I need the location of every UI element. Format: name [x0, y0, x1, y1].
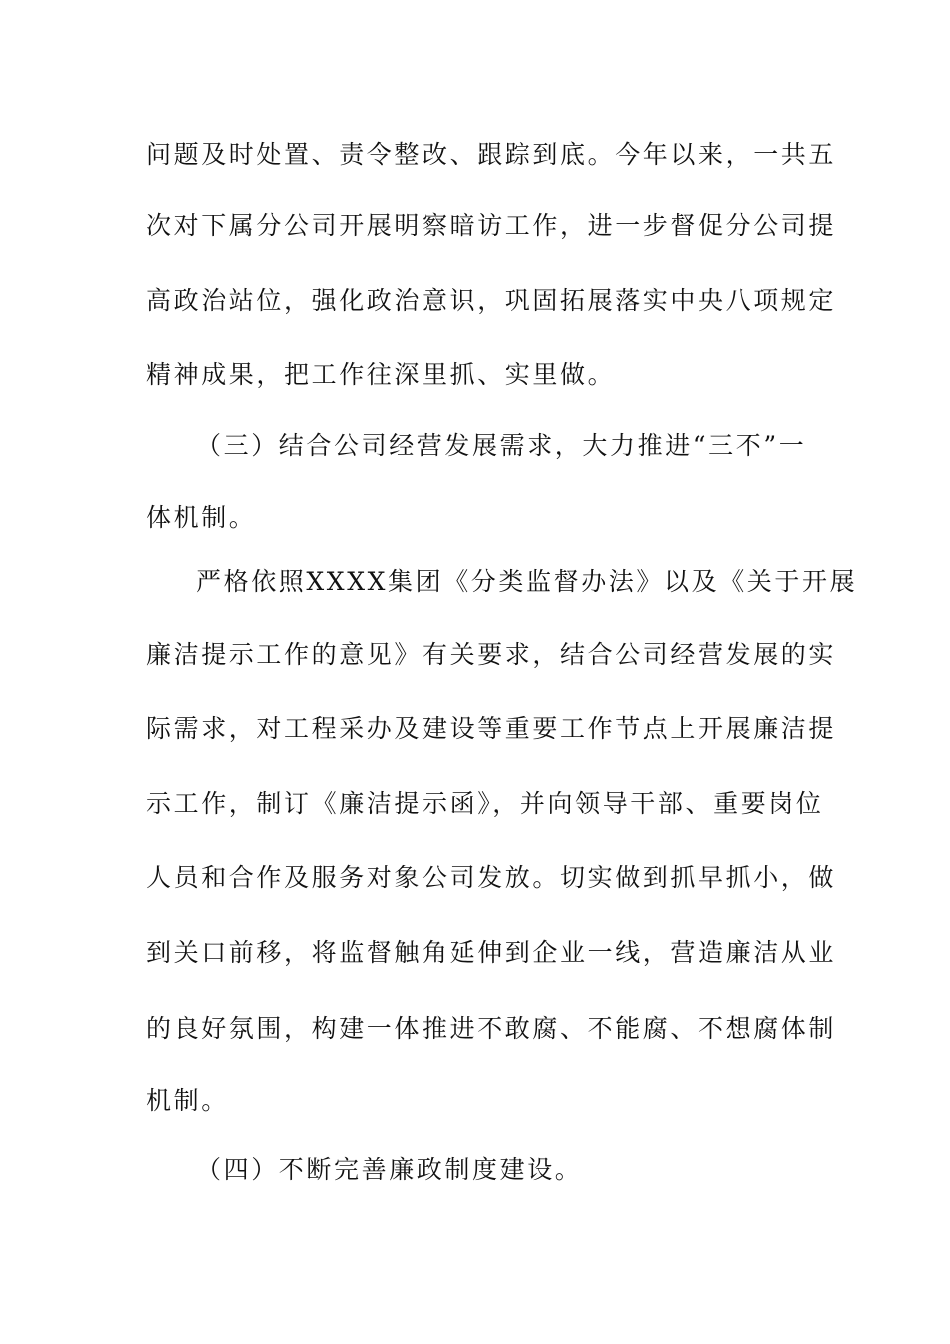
paragraph-first-line: 严格依照XXXX集团《分类监督办法》以及《关于开展 — [196, 567, 858, 596]
section-heading-continuation: 体机制。 — [146, 503, 257, 532]
body-text-line: 示工作，制订《廉洁提示函》，并向领导干部、重要岗位 — [146, 789, 824, 818]
body-text-line: 问题及时处置、责令整改、跟踪到底。今年以来，一共五 — [146, 140, 837, 169]
body-text-line: 精神成果，把工作往深里抓、实里做。 — [146, 360, 616, 389]
body-text-line: 到关口前移，将监督触角延伸到企业一线，营造廉洁从业 — [146, 938, 837, 967]
section-heading: （四）不断完善廉政制度建设。 — [196, 1155, 583, 1184]
body-text-line: 的良好氛围，构建一体推进不敢腐、不能腐、不想腐体制 — [146, 1014, 837, 1043]
body-text-line: 机制。 — [146, 1086, 229, 1115]
body-text-line: 人员和合作及服务对象公司发放。切实做到抓早抓小，做 — [146, 863, 837, 892]
section-heading: （三）结合公司经营发展需求，大力推进“三不”一 — [196, 431, 807, 460]
body-text-line: 际需求，对工程采办及建设等重要工作节点上开展廉洁提 — [146, 714, 837, 743]
body-text-line: 高政治站位，强化政治意识，巩固拓展落实中央八项规定 — [146, 286, 837, 315]
body-text-line: 次对下属分公司开展明察暗访工作，进一步督促分公司提 — [146, 211, 837, 240]
body-text-line: 廉洁提示工作的意见》有关要求，结合公司经营发展的实 — [146, 640, 837, 669]
